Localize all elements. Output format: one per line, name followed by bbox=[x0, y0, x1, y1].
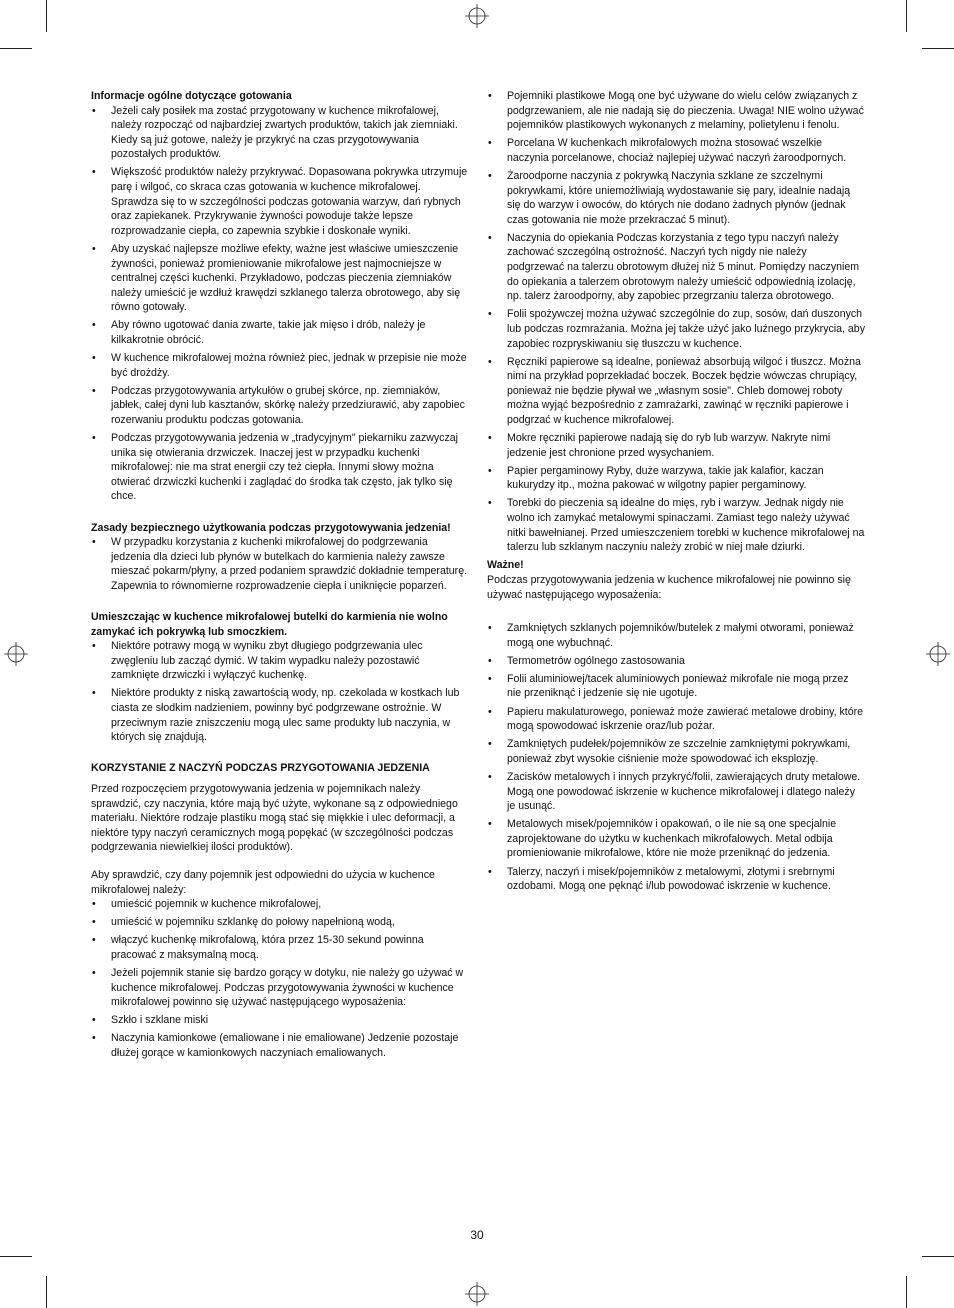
list-item: • Aby uzyskać najlepsze możliwe efekty, ważne jest właściwe umieszczenie żywności, ponieważ promieniowanie mikrofalowe jest najmocniejsze w centralnej części kuchenki. Przykładowo, podczas pieczenia ziemniaków należy umieścić je wzdłuż krawędzi szklanego talerza obrotowego, aby się równo gotowały. bbox=[91, 242, 469, 315]
list-item: • Podczas przygotowywania jedzenia w „tradycyjnym" piekarniku zazwyczaj unika się otwierania drzwiczek. Inaczej jest w przypadku kuchenki mikrofalowej: nie ma strat energii czy też ciepła. Innymi słowy można otwierać drzwiczki kuchenki i zaglądać do środka tak często, jak tylko się chce. bbox=[91, 431, 469, 504]
list-item: • Folii aluminiowej/tacek aluminiowych ponieważ mikrofale nie mogą przez nie przeniknąć i jedzenie się nie ugotuje. bbox=[487, 672, 865, 701]
bullet-list bbox=[91, 639, 469, 745]
list-item: • Naczynia kamionkowe (emaliowane i nie emaliowane) Jedzenie pozostaje dłużej gorące w kamionkowych naczyniach emaliowanych. bbox=[91, 1031, 469, 1060]
list-item: • Podczas przygotowywania artykułów o grubej skórce, np. ziemniaków, jabłek, całej dyni lub kasztanów, skórkę należy przedziurawić, aby zapobiec rozerwaniu produktu podczas gotowania. bbox=[91, 384, 469, 428]
list-item: • włączyć kuchenkę mikrofalową, która przez 15-30 sekund powinna pracować z maksymalną mocą. bbox=[91, 933, 469, 962]
paragraph: Przed rozpoczęciem przygotowywania jedzenia w pojemnikach należy sprawdzić, czy naczynia, które mają być użyte, wykonane są z odpowiedniego materiału. Niektóre rodzaje plastiku mogą stać się miękkie i ulec deformacji, a niektóre typy naczyń ceramicznych mogą popękać (w szczególności podczas podgrzewania niewielkiej ilości produktów). bbox=[91, 782, 458, 854]
bullet-list bbox=[487, 89, 865, 555]
crop-mark bbox=[922, 48, 954, 49]
list-item: • Jeżeli cały posiłek ma zostać przygotowany w kuchence mikrofalowej, należy rozpocząć od najbardziej zwartych produktów, takich jak ziemniaki. Kiedy są już gotowe, należy je przykryć na czas przygotowywania pozostałych produktów. bbox=[91, 104, 469, 162]
paragraph: Podczas przygotowywania jedzenia w kuchence mikrofalowej nie powinno się używać następującego wyposażenia: bbox=[487, 573, 851, 601]
crop-mark bbox=[46, 1276, 47, 1308]
registration-mark-icon bbox=[465, 1282, 489, 1306]
bullet-list bbox=[91, 897, 469, 1060]
list-item: • Naczynia do opiekania Podczas korzystania z tego typu naczyń należy zachować szczególną ostrożność. Naczyń tych nigdy nie należy podgrzewać na talerzu obrotowym dłużej niż 5 minut. Pomiędzy naczyniem do opiekania a talerzem obrotowym należy umieścić odpowiednią izolację, np. talerz żaroodporny, aby zapobiec przegrzaniu talerza obrotowego. bbox=[487, 231, 865, 304]
list-item: • Termometrów ogólnego zastosowania bbox=[487, 654, 865, 669]
list-item: • W kuchence mikrofalowej można również piec, jednak w przepisie nie może być drożdży. bbox=[91, 351, 469, 380]
list-item: • Torebki do pieczenia są idealne do mięs, ryb i warzyw. Jednak nigdy nie wolno ich zamykać metalowymi spinaczami. Zamiast tego należy używać nitki bawełnianej. Przed umieszczeniem torebki w kuchence mikrofalowej na talerzu lub szklanym naczyniu należy zrobić w niej małe dziurki. bbox=[487, 496, 865, 554]
bullet-list bbox=[487, 621, 865, 894]
list-item: • Ręczniki papierowe są idealne, ponieważ absorbują wilgoć i tłuszcz. Można nimi na przykład poprzekładać boczek. Boczek będzie wówczas chrupiący, ponieważ nie będzie pływał we „własnym sosie". Chleb domowej roboty można wyjąć bezpośrednio z zamrażarki, zawinąć w ręczniki papierowe i podgrzać w kuchence mikrofalowej. bbox=[487, 355, 865, 428]
list-item: • umieścić w pojemniku szklankę do połowy napełnioną wodą, bbox=[91, 915, 469, 930]
bullet-list bbox=[91, 104, 469, 504]
list-item: • umieścić pojemnik w kuchence mikrofalowej, bbox=[91, 897, 469, 912]
list-item: • Aby równo ugotować dania zwarte, takie jak mięso i drób, należy je kilkakrotnie obrócić. bbox=[91, 318, 469, 347]
left-column bbox=[91, 89, 469, 1064]
crop-mark bbox=[906, 1276, 907, 1308]
list-item: • Zamkniętych pudełek/pojemników ze szczelnie zamkniętymi pokrywkami, ponieważ zbyt wysokie ciśnienie może spowodować ich eksplozję. bbox=[487, 737, 865, 766]
list-item: • Większość produktów należy przykrywać. Dopasowana pokrywka utrzymuje parę i wilgoć, co skraca czas gotowania w kuchence mikrofalowej. Sprawdza się to w szczególności podczas gotowania warzyw, dań rybnych oraz zapiekanek. Przykrywanie żywności powoduje także lepsze rozprowadzanie ciepła, co zapewnia szybkie i doskonałe wyniki. bbox=[91, 165, 469, 238]
crop-mark bbox=[0, 1256, 32, 1257]
list-item: • Papieru makulaturowego, ponieważ może zawierać metalowe drobiny, które mogą spowodować iskrzenie oraz/lub pożar. bbox=[487, 705, 865, 734]
list-item: • Jeżeli pojemnik stanie się bardzo gorący w dotyku, nie należy go używać w kuchence mikrofalowej. Podczas przygotowywania żywności w kuchence mikrofalowej powinno się używać następującego wyposażenia: bbox=[91, 966, 469, 1010]
list-item: • Żaroodporne naczynia z pokrywką Naczynia szklane ze szczelnymi pokrywkami, które uniemożliwiają wydostawanie się pary, idealnie nadają się do warzyw i owoców, do których nie dodano żadnych płynów (jednak czas gotowania nie może przekraczać 5 minut). bbox=[487, 169, 865, 227]
list-item: • Folii spożywczej można używać szczególnie do zup, sosów, dań duszonych lub podczas rozmrażania. Można jej także użyć jako luźnego przykrycia, aby zapobiec rozpryskiwaniu się tłuszczu w kuchence. bbox=[487, 307, 865, 351]
section-heading: Zasady bezpiecznego użytkowania podczas przygotowywania jedzenia! bbox=[91, 521, 451, 534]
list-item: • Zamkniętych szklanych pojemników/butelek z małymi otworami, ponieważ mogą one wybuchnąć. bbox=[487, 621, 865, 650]
section-heading: Umieszczając w kuchence mikrofalowej butelki do karmienia nie wolno zamykać ich pokrywką lub smoczkiem. bbox=[91, 611, 448, 638]
bullet-list bbox=[91, 535, 469, 593]
registration-mark-icon bbox=[465, 4, 489, 28]
list-item: • Zacisków metalowych i innych przykryć/folii, zawierających druty metalowe. Mogą one powodować iskrzenie w kuchence mikrofalowej i dlatego należy je usunąć. bbox=[487, 770, 865, 814]
right-column bbox=[487, 89, 865, 897]
registration-mark-icon bbox=[4, 642, 28, 666]
list-item: • Metalowych misek/pojemników i opakowań, o ile nie są one specjalnie zaprojektowane do użytku w kuchenkach mikrofalowych. Metal odbija promieniowanie mikrofalowe, które nie może przeniknąć do jedzenia. bbox=[487, 817, 865, 861]
crop-mark bbox=[0, 48, 32, 49]
crop-mark bbox=[906, 0, 907, 32]
list-item: • W przypadku korzystania z kuchenki mikrofalowej do podgrzewania jedzenia dla dzieci lub płynów w butelkach do karmienia należy zawsze mieszać pokarm/płyny, a przed podaniem sprawdzić dokładnie temperaturę. Zapewnia to równomierne rozprowadzenie ciepła i uniknięcie poparzeń. bbox=[91, 535, 469, 593]
list-item: • Szkło i szklane miski bbox=[91, 1013, 469, 1028]
registration-mark-icon bbox=[926, 642, 950, 666]
list-item: • Talerzy, naczyń i misek/pojemników z metalowymi, złotymi i srebrnymi ozdobami. Mogą one pęknąć i/lub powodować iskrzenie w kuchence. bbox=[487, 865, 865, 894]
list-item: • Niektóre potrawy mogą w wyniku zbyt długiego podgrzewania ulec zwęgleniu lub zacząć dymić. W takim wypadku należy pozostawić zamknięte drzwiczki i wyłączyć kuchenkę. bbox=[91, 639, 469, 683]
list-item: • Mokre ręczniki papierowe nadają się do ryb lub warzyw. Nakryte nimi jedzenie jest chronione przed wysychaniem. bbox=[487, 431, 865, 460]
section-heading: KORZYSTANIE Z NACZYŃ PODCZAS PRZYGOTOWANIA JEDZENIA bbox=[91, 762, 430, 775]
page-number: 30 bbox=[470, 1228, 484, 1242]
section-heading: Informacje ogólne dotyczące gotowania bbox=[91, 90, 292, 102]
list-item: • Niektóre produkty z niską zawartością wody, np. czekolada w kostkach lub ciasta ze słodkim nadzieniem, powinny być podgrzewane ostrożnie. W przeciwnym razie zniszczeniu mogą ulec same produkty lub naczynia, w których się znajdują. bbox=[91, 686, 469, 744]
paragraph: Aby sprawdzić, czy dany pojemnik jest odpowiedni do użycia w kuchence mikrofalowej należy: bbox=[91, 868, 435, 896]
list-item: • Papier pergaminowy Ryby, duże warzywa, takie jak kalafior, kaczan kukurydzy itp., można pakować w wilgotny papier pergaminowy. bbox=[487, 464, 865, 493]
list-item: • Porcelana W kuchenkach mikrofalowych można stosować wszelkie naczynia porcelanowe, chociaż najlepiej używać naczyń żaroodpornych. bbox=[487, 136, 865, 165]
crop-mark bbox=[922, 1256, 954, 1257]
crop-mark bbox=[46, 0, 47, 32]
important-heading: Ważne! bbox=[487, 559, 524, 572]
list-item: • Pojemniki plastikowe Mogą one być używane do wielu celów związanych z podgrzewaniem, ale nie nadają się do pieczenia. Uwaga! NIE wolno używać pojemników plastikowych wykonanych z melaminy, polietylenu i fenolu. bbox=[487, 89, 865, 133]
